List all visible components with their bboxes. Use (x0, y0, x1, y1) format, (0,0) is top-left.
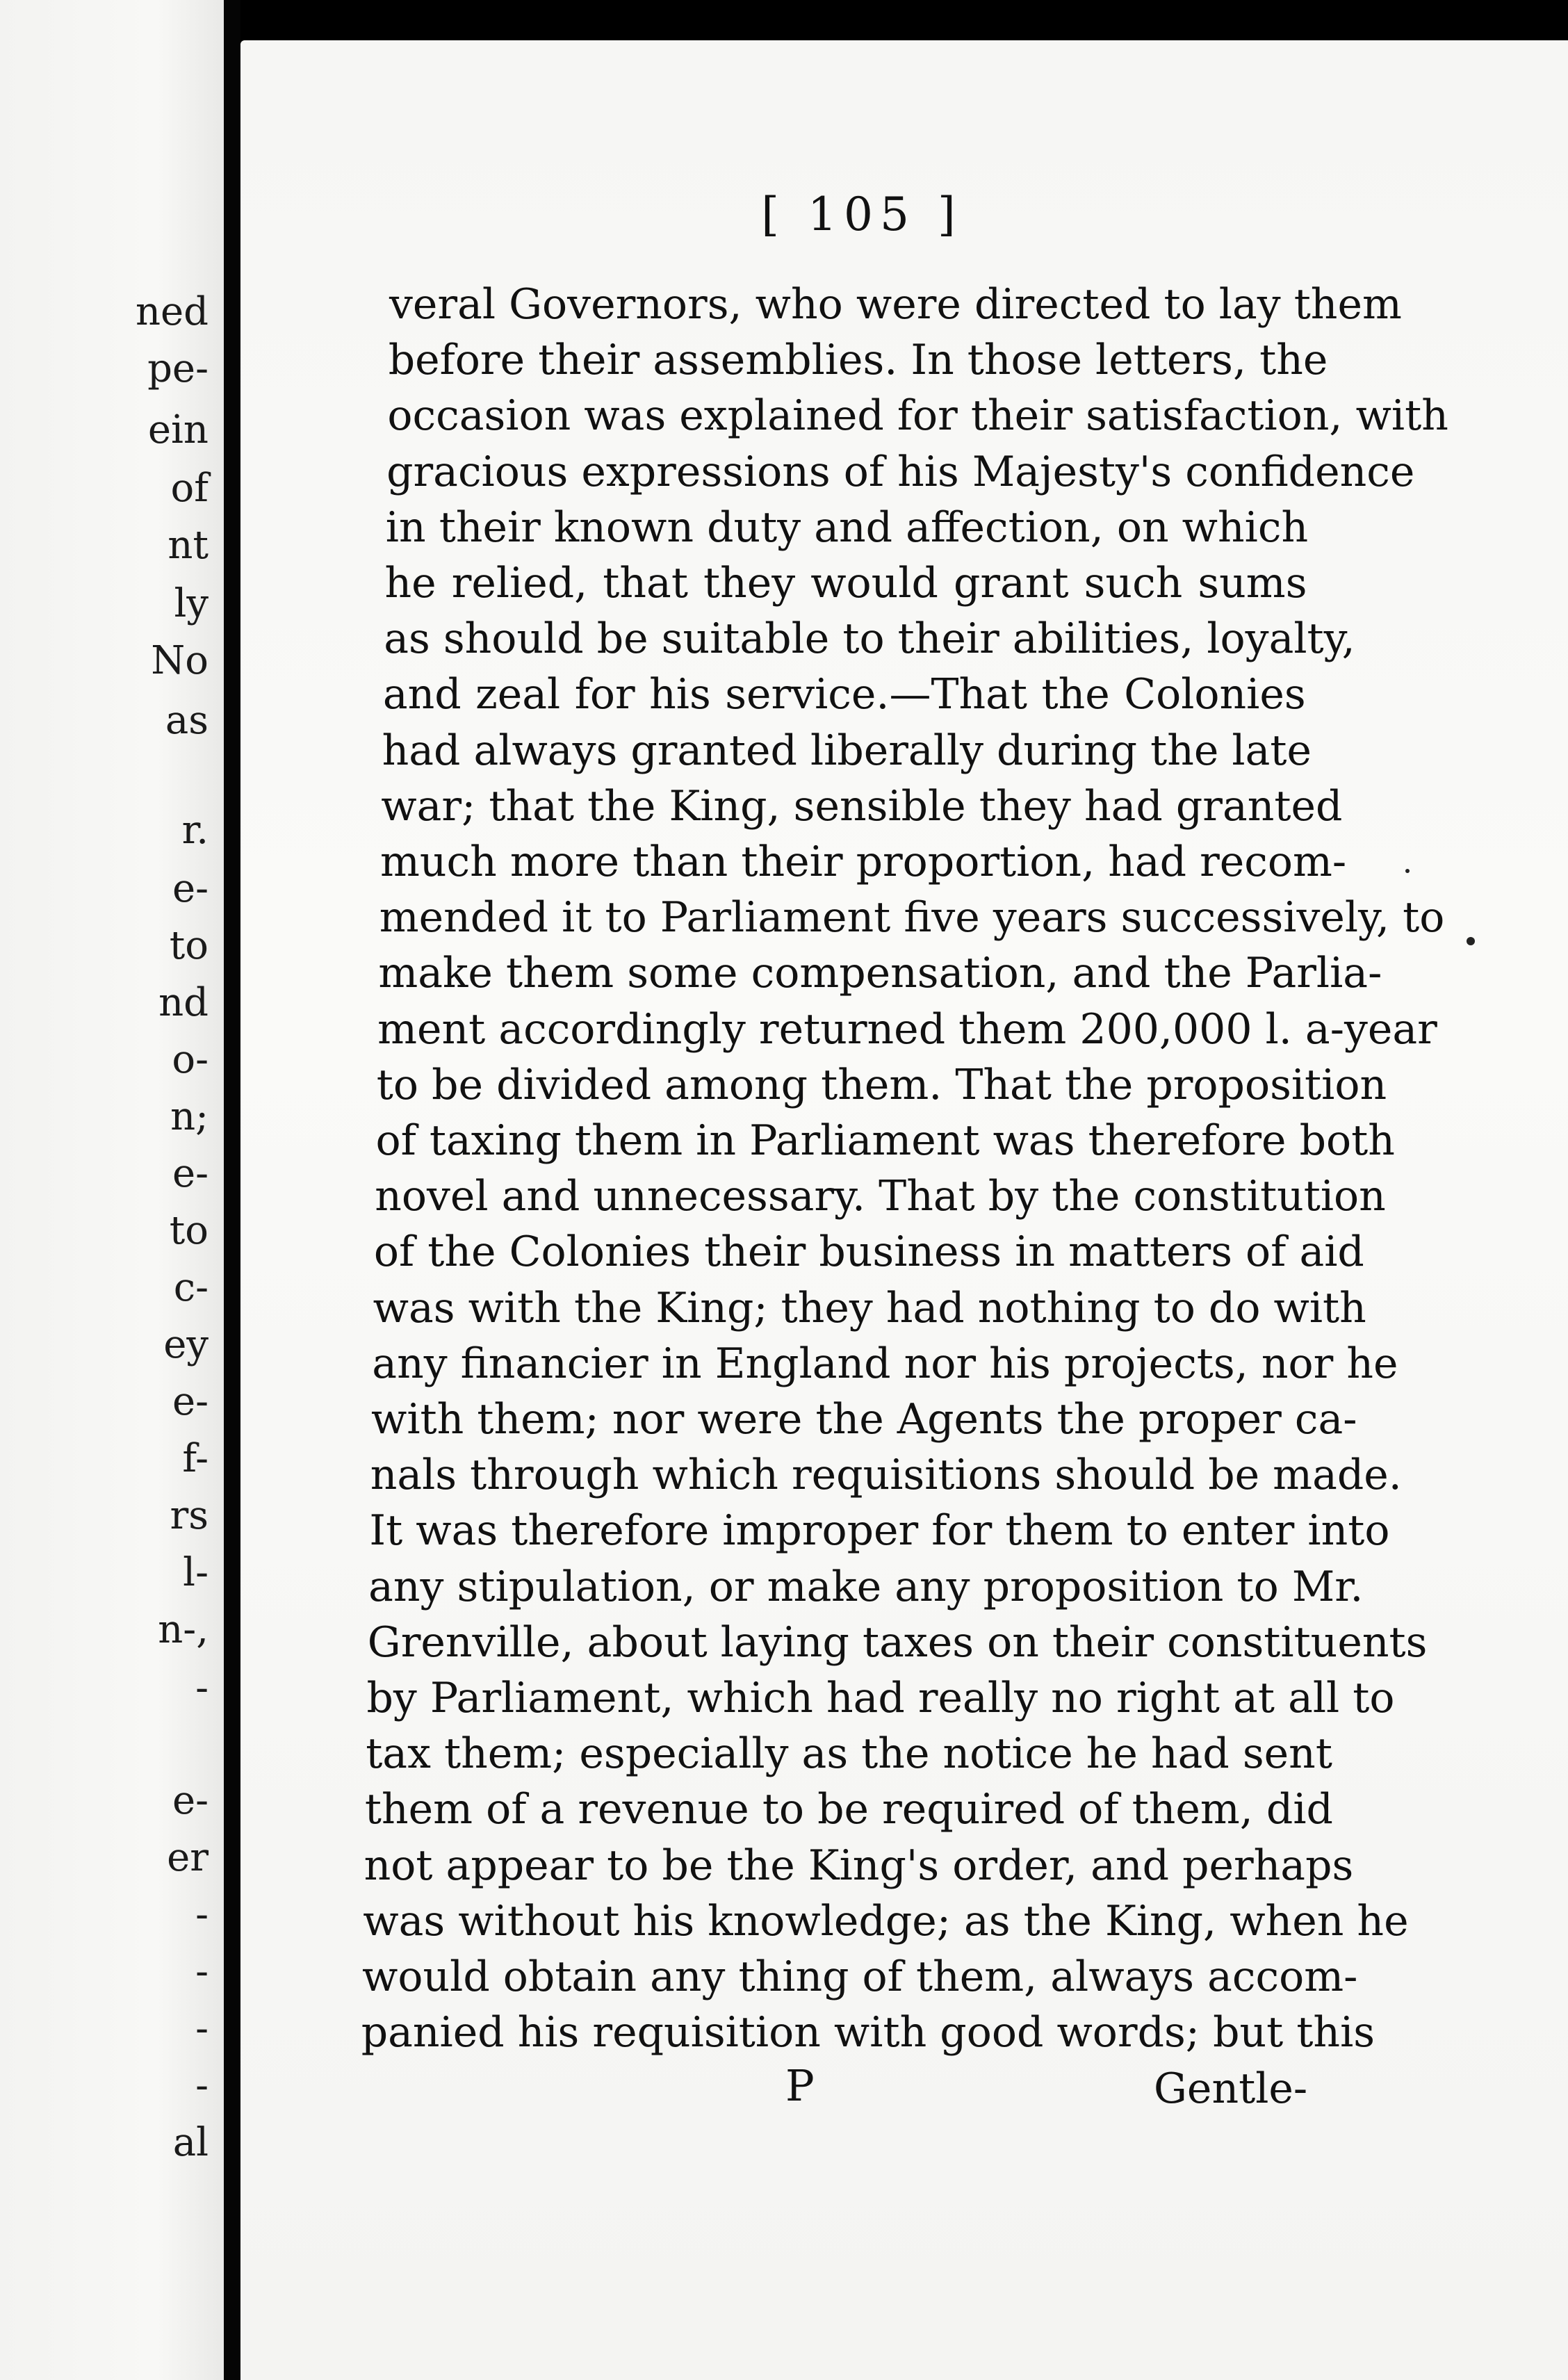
left-page-fragment: - (195, 1892, 209, 1937)
left-page-fragment: to (169, 1208, 209, 1253)
text-line: tax them; especially as the notice he had sent (366, 1729, 1332, 1779)
left-page-fragment: - (195, 2063, 209, 2108)
left-page-fragment: rs (170, 1493, 209, 1538)
text-line: by Parliament, which had really no right at all to (366, 1674, 1395, 1722)
left-page-fragment: r. (181, 808, 209, 853)
left-page-fragment: e- (172, 1151, 209, 1196)
text-line: them of a revenue to be required of them, did (364, 1785, 1333, 1834)
left-page-fragment: e- (172, 866, 209, 911)
text-line: as should be suitable to their abilities, loyalty, (384, 614, 1355, 664)
left-page-fragment: l- (183, 1550, 209, 1595)
left-page-fragment: ned (135, 289, 209, 334)
text-line: any stipulation, or make any proposition to Mr. (368, 1562, 1364, 1611)
left-page-fragment: e- (172, 1379, 209, 1424)
left-page-fragment: pe- (147, 346, 209, 391)
left-page-fragment: e- (172, 1778, 209, 1823)
text-line: would obtain any thing of them, always accom- (362, 1953, 1358, 2001)
text-line: was with the King; they had nothing to do with (373, 1283, 1366, 1332)
left-page-fragment: as (165, 698, 209, 743)
text-line: in their known duty and affection, on which (385, 503, 1309, 552)
left-page-fragment: f- (182, 1436, 209, 1481)
dust-speck (1467, 937, 1475, 945)
left-page-fragment: to (169, 923, 209, 968)
text-line: of the Colonies their business in matters of aid (373, 1228, 1364, 1277)
left-page-fragment: nd (158, 980, 209, 1025)
text-line: to be divided among them. That the proposition (376, 1060, 1387, 1109)
text-line: was without his knowledge; as the King, when he (363, 1896, 1409, 1946)
text-line: veral Governors, who were directed to lay them (389, 280, 1402, 329)
page-number: [ 105 ] (761, 188, 963, 241)
left-page-fragment: - (195, 2006, 209, 2051)
dust-speck (1405, 869, 1410, 873)
left-page-fragment: c- (173, 1265, 209, 1310)
signature-mark: P (785, 2060, 815, 2111)
text-line: and zeal for his service.—That the Colonies (382, 670, 1306, 719)
left-page-fragment: o- (172, 1037, 209, 1082)
text-line: not appear to be the King's order, and perhaps (364, 1841, 1354, 1890)
text-line: war; that the King, sensible they had granted (381, 781, 1343, 831)
text-line: make them some compensation, and the Parlia- (378, 949, 1382, 998)
text-line: any financier in England nor his projects, nor he (372, 1339, 1398, 1388)
left-page-fragment: - (195, 1665, 209, 1711)
left-page (0, 0, 224, 2380)
text-line: much more than their proportion, had recom- (380, 838, 1347, 886)
left-page-fragment: al (172, 2120, 209, 2165)
text-line: mended it to Parliament five years successively, to (379, 893, 1445, 943)
left-page-fragment: - (195, 1949, 209, 1994)
text-line: Grenville, about laying taxes on their constituents (367, 1617, 1428, 1667)
left-page-fragment: nt (168, 523, 209, 568)
left-page-fragment: n; (170, 1094, 209, 1139)
text-line: ment accordingly returned them 200,000 l. a-year (377, 1004, 1437, 1054)
left-page-fragment: ein (147, 407, 209, 453)
text-line: had always granted liberally during the late (382, 726, 1312, 775)
text-line: occasion was explained for their satisfaction, with (387, 391, 1448, 441)
text-line: nals through which requisitions should be made. (370, 1451, 1402, 1500)
text-line: panied his requisition with good words; but this (361, 2008, 1375, 2057)
left-page-fragment: er (167, 1835, 209, 1880)
text-line: before their assemblies. In those letters, the (388, 336, 1328, 385)
catchword: Gentle- (1154, 2064, 1308, 2113)
left-page-fragment: of (170, 466, 209, 511)
left-page-fragment: No (151, 638, 209, 683)
left-page-fragment: ey (163, 1322, 209, 1367)
text-line: of taxing them in Parliament was therefore both (375, 1116, 1395, 1165)
text-line: It was therefore improper for them to enter into (369, 1506, 1390, 1556)
text-line: he relied, that they would grant such sums (384, 559, 1307, 608)
book-gutter (224, 0, 240, 2380)
text-line: gracious expressions of his Majesty's confidence (386, 447, 1415, 496)
text-line: with them; nor were the Agents the proper ca- (371, 1395, 1357, 1444)
text-line: novel and unnecessary. That by the constitution (375, 1172, 1386, 1221)
left-page-fragment: n-, (158, 1607, 209, 1652)
left-page-fragment: ly (174, 581, 209, 626)
